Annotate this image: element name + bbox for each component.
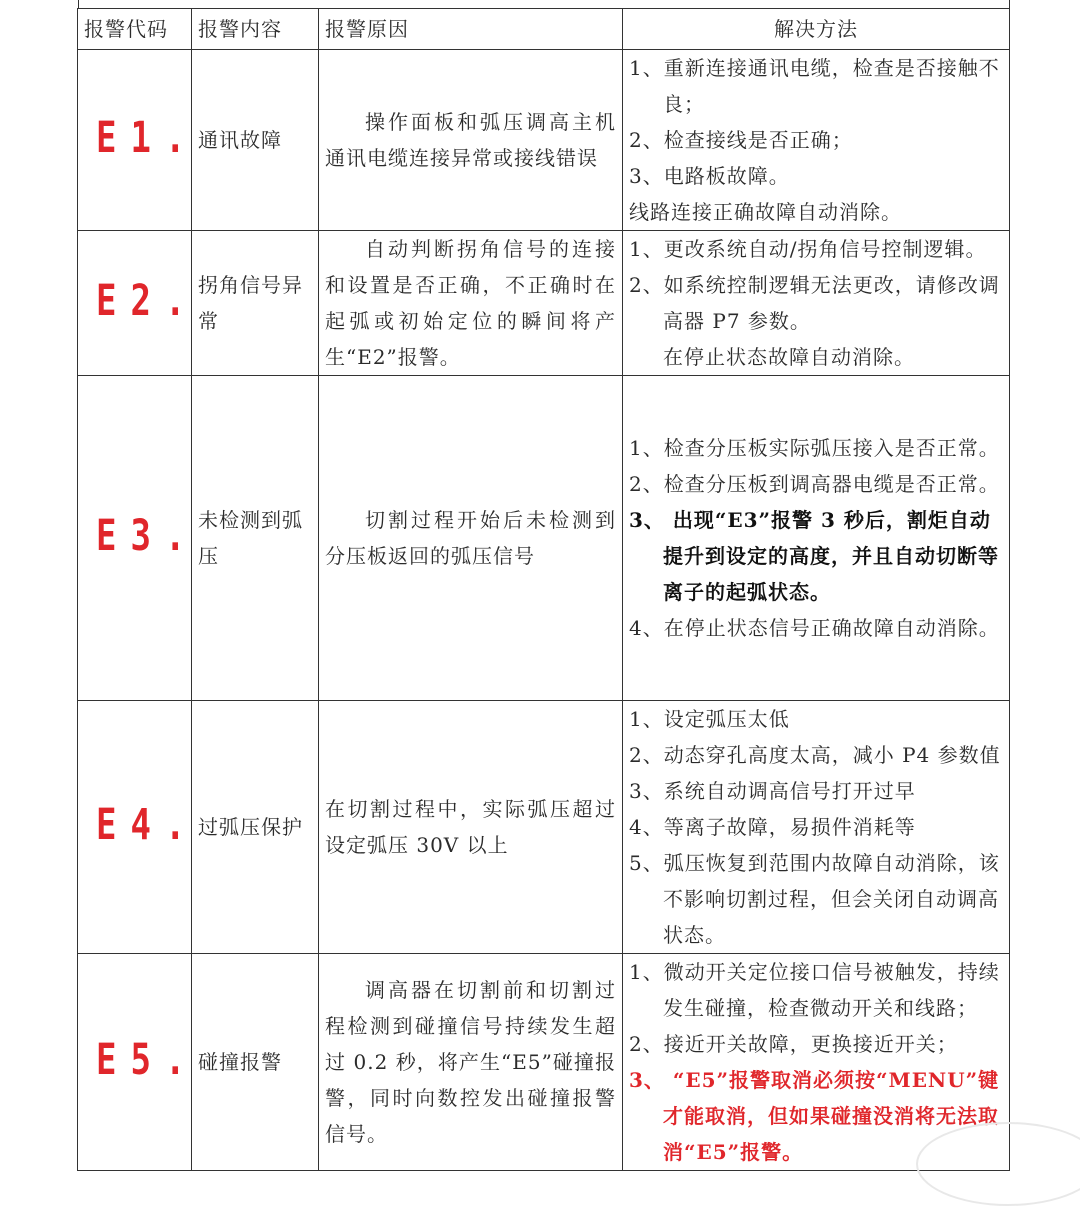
header-solution: 解决方法: [623, 9, 1010, 50]
reason-cell: 操作面板和弧压调高主机通讯电缆连接异常或接线错误: [319, 50, 623, 231]
alarm-code-e3: E3.: [96, 511, 200, 561]
header-reason: 报警原因: [319, 9, 623, 50]
alarm-code-e2: E2.: [96, 276, 200, 326]
alarm-code-e5: E5.: [96, 1035, 200, 1085]
table-row-e5: [78, 954, 1010, 1171]
solution-step-warning: 3、 “E5”报警取消必须按“MENU”键才能取消，但如果碰撞没消将无法取消“E5”报警。: [629, 1068, 1000, 1164]
solution-step: 2、检查接线是否正确；: [629, 128, 853, 152]
solution-step: 2、动态穿孔高度太高，减小 P4 参数值: [629, 743, 1001, 767]
solution-step: 1、设定弧压太低: [629, 707, 790, 731]
solution-step: 2、接近开关故障，更换接近开关；: [629, 1032, 958, 1056]
solution-step: 1、检查分压板实际弧压接入是否正常。: [629, 436, 1000, 460]
solution-cell: [623, 376, 1010, 701]
corner-watermark-shape: [916, 1122, 1080, 1206]
solution-step: 5、弧压恢复到范围内故障自动消除，该不影响切割过程，但会关闭自动调高状态。: [629, 851, 1000, 947]
table-row-e2: [78, 231, 1010, 376]
table-row-e4: [78, 701, 1010, 954]
table-row-e1: [78, 50, 1010, 231]
reason-cell: 自动判断拐角信号的连接和设置是否正确，不正确时在起弧或初始定位的瞬间将产生“E2”报警。: [319, 231, 623, 376]
solution-step: 3、系统自动调高信号打开过早: [629, 779, 916, 803]
reason-cell: 切割过程开始后未检测到分压板返回的弧压信号: [319, 376, 623, 701]
code-cell: [78, 231, 200, 376]
solution-step: 2、如系统控制逻辑无法更改，请修改调高器 P7 参数。: [629, 273, 1000, 333]
solution-cell: [623, 50, 1010, 231]
content-cell: 通讯故障: [192, 50, 319, 231]
alarm-code-e4: E4.: [96, 800, 200, 850]
content-cell: 过弧压保护: [192, 701, 319, 954]
solution-step: 2、检查分压板到调高器电缆是否正常。: [629, 472, 1000, 496]
code-cell: [78, 376, 200, 701]
header-content: 报警内容: [192, 9, 319, 50]
content-cell: 碰撞报警: [192, 954, 319, 1171]
alarm-code-e1: E1.: [96, 113, 200, 163]
reason-cell: 在切割过程中，实际弧压超过设定弧压 30V 以上: [319, 701, 623, 954]
code-cell: [78, 701, 200, 954]
solution-step: 3、电路板故障。: [629, 164, 790, 188]
solution-step-emphasis: 3、 出现“E3”报警 3 秒后，割炬自动提升到设定的高度，并且自动切断等离子的起弧状态。: [629, 508, 999, 604]
code-cell: [78, 954, 200, 1171]
solution-note: 线路连接正确故障自动消除。: [629, 200, 902, 224]
solution-cell: [623, 231, 1010, 376]
table-top-border: [78, 0, 1010, 8]
reason-cell: 调高器在切割前和切割过程检测到碰撞信号持续发生超过 0.2 秒，将产生“E5”碰撞报警，同时向数控发出碰撞报警信号。: [319, 954, 623, 1171]
solution-note: 在停止状态故障自动消除。: [663, 345, 915, 369]
table-row-e3: [78, 376, 1010, 701]
solution-step: 1、重新连接通讯电缆，检查是否接触不良；: [629, 56, 1000, 116]
solution-step: 1、更改系统自动/拐角信号控制逻辑。: [629, 237, 987, 261]
solution-step: 4、在停止状态信号正确故障自动消除。: [629, 616, 1000, 640]
solution-step: 1、微动开关定位接口信号被触发，持续发生碰撞，检查微动开关和线路；: [629, 960, 1000, 1020]
solution-step: 4、等离子故障，易损件消耗等: [629, 815, 916, 839]
content-cell: 未检测到弧压: [192, 376, 319, 701]
content-cell: 拐角信号异常: [192, 231, 319, 376]
code-cell: [78, 50, 200, 231]
table-header-row: [78, 9, 1010, 50]
header-code: 报警代码: [78, 9, 192, 50]
alarm-code-table: [77, 8, 1010, 1171]
solution-cell: [623, 701, 1010, 954]
